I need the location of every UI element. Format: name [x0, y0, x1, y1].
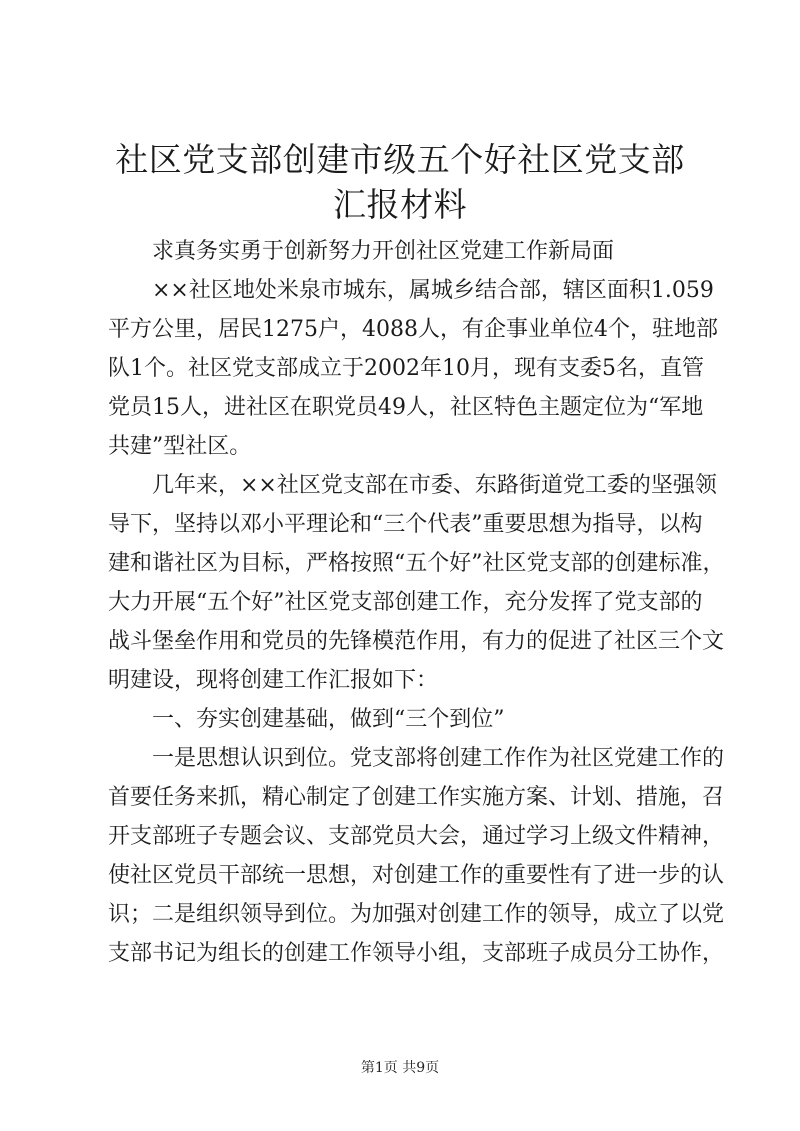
- subtitle-line: 求真务实勇于创新努力开创社区党建工作新局面: [152, 239, 615, 264]
- paragraph-line: 明建设，现将创建工作汇报如下：: [108, 668, 439, 693]
- paragraph-line: 一是思想认识到位。党支部将创建工作作为社区党建工作的: [152, 746, 725, 771]
- paragraph-line: 建和谐社区为目标，严格按照“五个好”社区党支部的创建标准，: [108, 551, 725, 576]
- paragraph-line: 几年来，××社区党支部在市委、东路街道党工委的坚强领: [152, 473, 717, 498]
- paragraph-line: 共建”型社区。: [108, 434, 252, 459]
- paragraph-line: 导下，坚持以邓小平理论和“三个代表”重要思想为指导，以构: [108, 512, 703, 537]
- section-heading: 一、夯实创建基础，做到“三个到位”: [152, 707, 505, 732]
- paragraph-line: 开支部班子专题会议、支部党员大会，通过学习上级文件精神，: [108, 824, 725, 849]
- paragraph-line: 首要任务来抓，精心制定了创建工作实施方案、计划、措施，召: [108, 785, 725, 810]
- paragraph-line: 战斗堡垒作用和党员的先锋模范作用，有力的促进了社区三个文: [108, 629, 725, 654]
- paragraph-line: 使社区党员干部统一思想，对创建工作的重要性有了进一步的认: [108, 863, 725, 888]
- paragraph-line: 平方公里，居民1275户，4088人，有企事业单位4个，驻地部: [108, 317, 718, 342]
- page-number-footer: 第1页 共9页: [360, 1060, 440, 1076]
- paragraph-line: ××社区地处米泉市城东，属城乡结合部，辖区面积1.059: [152, 278, 714, 303]
- paragraph-line: 支部书记为组长的创建工作领导小组，支部班子成员分工协作，: [108, 941, 725, 966]
- paragraph-line: 识；二是组织领导到位。为加强对创建工作的领导，成立了以党: [108, 902, 725, 927]
- document-title: 社区党支部创建市级五个好社区党支部汇报材料: [115, 140, 685, 224]
- paragraph-line: 大力开展“五个好”社区党支部创建工作，充分发挥了党支部的: [108, 590, 703, 615]
- document-body: [108, 232, 725, 973]
- paragraph-line: 党员15人，进社区在职党员49人，社区特色主题定位为“军地: [108, 395, 704, 420]
- paragraph-line: 队1个。社区党支部成立于2002年10月，现有支委5名，直管: [108, 356, 704, 381]
